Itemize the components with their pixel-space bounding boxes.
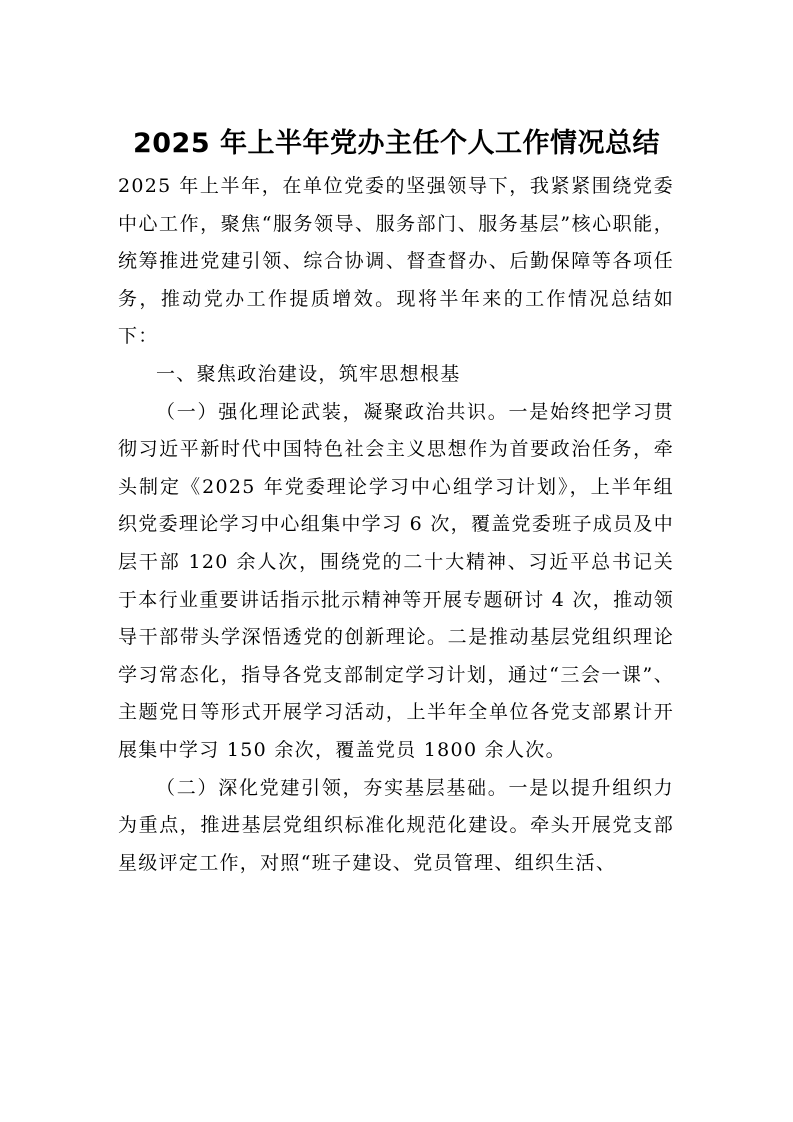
subsection-paragraph-2: （二）深化党建引领，夯实基层基础。一是以提升组织力为重点，推进基层党组织标准化规范化建设。牵头开展党支部星级评定工作，对照“班子建设、党员管理、组织生活、 [118, 776, 674, 874]
section-heading-1: 一、聚焦政治建设，筑牢思想根基 [156, 362, 461, 385]
intro-paragraph: 2025 年上半年，在单位党委的坚强领导下，我紧紧围绕党委中心工作，聚焦“服务领导、服务部门、服务基层”核心职能，统筹推进党建引领、综合协调、督查督办、后勤保障等各项任务，推动党办工作提质增效。现将半年来的工作情况总结如下： [118, 175, 674, 348]
subsection-paragraph-1: （一）强化理论武装，凝聚政治共识。一是始终把学习贯彻习近平新时代中国特色社会主义思想作为首要政治任务，牵头制定《2025 年党委理论学习中心组学习计划》，上半年组织党委理论学习中心组集中学习 6 次，覆盖党委班子成员及中层干部 120 余人次，围绕党的二十大精神、习近平总书记关于本行业重要讲话指示批示精神等开展专题研讨 4 次，推动领导干部带头学深悟透党的创新理论。二是推动基层党组织理论学习常态化，指导各党支部制定学习计划，通过“三会一课”、主题党日等形式开展学习活动，上半年全单位各党支部累计开展集中学习 150 余次，覆盖党员 1800 余人次。 [118, 400, 674, 761]
document-title: 2025 年上半年党办主任个人工作情况总结 [132, 128, 661, 159]
document-body [118, 168, 674, 882]
